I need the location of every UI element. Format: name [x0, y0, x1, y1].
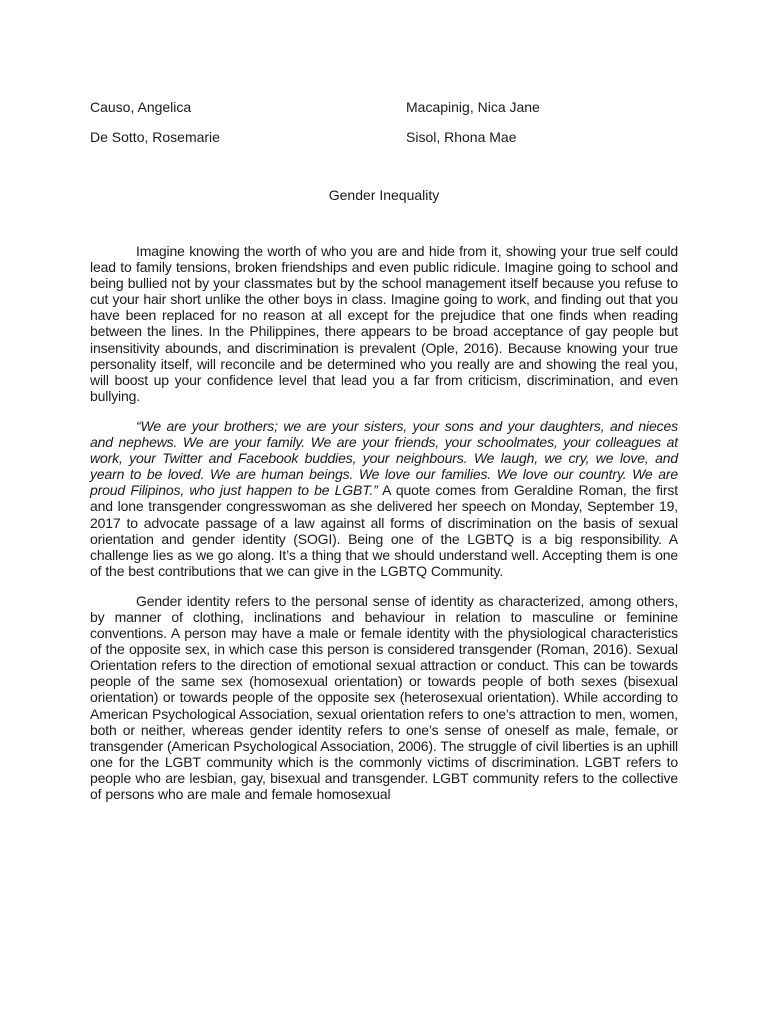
document-title: Gender Inequality — [328, 187, 440, 203]
author-name: Macapinig, Nica Jane — [406, 99, 540, 115]
quote-text: “We are your brothers; we are your sisters, your sons and your daughters, and nieces and nephews. We are your family. We are your friends, your schoolmates, your colleagues at work, your Twitter and Facebook buddies, your neighbours. We laugh, we cry, we love, and yearn to be loved. We are human beings. We love our families. We love our country. We are proud Filipinos, who just happen to be LGBT.” — [90, 417, 678, 499]
author-name: De Sotto, Rosemarie — [90, 129, 220, 145]
author-name: Sisol, Rhona Mae — [406, 129, 517, 145]
quote-context-text: A quote comes from Geraldine Roman, the first and lone transgender congresswoman as she delivered her speech on Monday, September 19, 2017 to advocate passage of a law against all forms of discrimination on the basis of sexual orientation and gender identity (SOGI). Being one of the LGBTQ is a big responsibility. A challenge lies as we go along. It’s a thing that we should understand well. Accepting them is one of the best contributions that we can give in the LGBTQ Community. — [90, 482, 678, 579]
paragraph-quote — [90, 418, 678, 579]
paragraph-intro: Imagine knowing the worth of who you are and hide from it, showing your true self could lead to family tensions, broken friendships and even public ridicule. Imagine going to school and being bullied not by your classmates but by the school management itself because you refuse to cut your hair short unlike the other boys in class. Imagine going to work, and finding out that you have been replaced for no reason at all except for the prejudice that one finds when reading between the lines. In the Philippines, there appears to be broad acceptance of gay people but insensitivity abounds, and discrimination is prevalent (Ople, 2016). Because knowing your true personality itself, will reconcile and be determined who you really are and showing the real you, will boost up your confidence level that lead you a far from criticism, discrimination, and even bullying. — [90, 243, 678, 404]
author-name: Causo, Angelica — [90, 99, 192, 115]
document-body — [90, 243, 678, 816]
paragraph-definitions: Gender identity refers to the personal sense of identity as characterized, among others, by manner of clothing, inclinations and behaviour in relation to masculine or feminine conventions. A person may have a male or female identity with the physiological characteristics of the opposite sex, in which case this person is considered transgender (Roman, 2016). Sexual Orientation refers to the direction of emotional sexual attraction or conduct. This can be towards people of the same sex (homosexual orientation) or towards people of both sexes (bisexual orientation) or towards people of the opposite sex (heterosexual orientation). While according to American Psychological Association, sexual orientation refers to one’s attraction to men, women, both or neither, whereas gender identity refers to one’s sense of oneself as male, female, or transgender (American Psychological Association, 2006). The struggle of civil liberties is an uphill one for the LGBT community which is the commonly victims of discrimination. LGBT refers to people who are lesbian, gay, bisexual and transgender. LGBT community refers to the collective of persons who are male and female homosexual — [90, 592, 678, 802]
